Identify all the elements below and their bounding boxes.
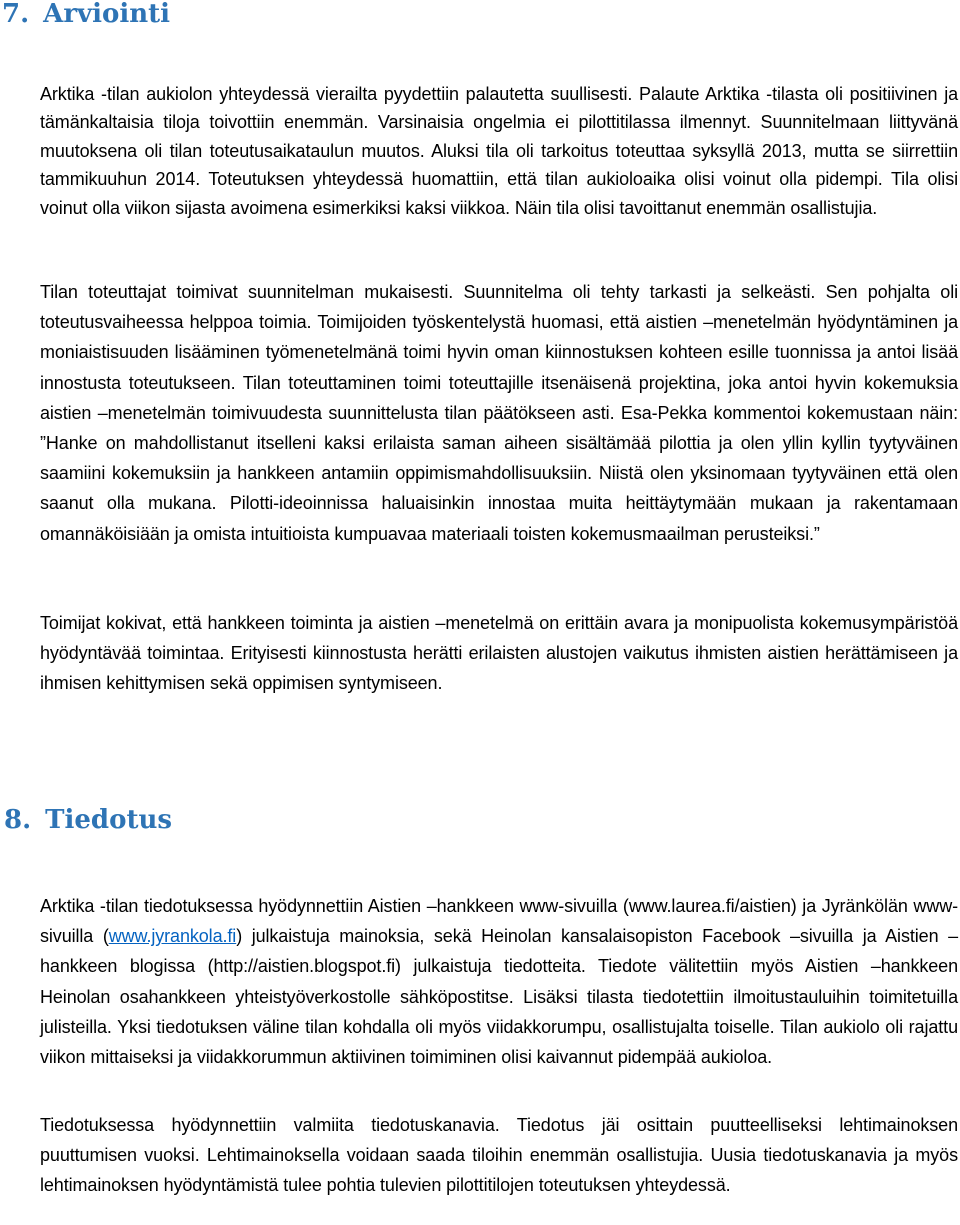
jyrankola-link[interactable]: www.jyrankola.fi — [108, 926, 237, 947]
section-number: 7. — [2, 0, 30, 29]
section-heading-arviointi — [2, 0, 170, 34]
section-number: 8. — [4, 805, 32, 835]
paragraph-tiedotus-1 — [40, 891, 958, 1072]
section-title: Tiedotus — [45, 805, 172, 835]
section-heading-tiedotus — [4, 800, 172, 840]
paragraph-arviointi-2: Tilan toteuttajat toimivat suunnitelman mukaisesti. Suunnitelma oli tehty tarkasti ja selkeästi. Sen pohjalta oli toteutusvaiheessa helppoa toimia. Toimijoiden työskentelystä huomasi, että aistien –menetelmän hyödyntäminen ja moniaistisuuden lisääminen työmenetelmänä toimi hyvin oman kiinnostuksen kohteen esille tuonnissa ja antoi lisää innostusta toteutukseen. Tilan toteuttaminen toimi toteuttajille itsenäisenä projektina, joka antoi hyvin kokemuksia aistien –menetelmän toimivuudesta suunnittelusta tilan päätökseen asti. Esa-Pekka kommentoi kokemustaan näin: ”Hanke on mahdollistanut itselleni kaksi erilaista saman aiheen sisältämää pilottia ja olen yllin kyllin tyytyväinen saamiini kokemuksiin ja hankkeen antamiin oppimismahdollisuuksiin. Niistä olen yksinomaan tyytyväinen että olen saanut olla mukana. Pilotti-ideoinnissa haluaisinkin innostaa muita heittäytymään mukaan ja rakentamaan omannäköisiään ja omista intuitioista kumpuavaa materiaali toisten kokemusmaailman perusteiksi.” — [40, 282, 958, 544]
paragraph-text: Arktika -tilan tiedotuksessa hyödynnettiin Aistien –hankkeen www-sivuilla (www.laurea.fi/aistien) ja Jyränkölän www-sivuilla ( — [40, 896, 958, 947]
section-title: Arviointi — [43, 0, 171, 29]
paragraph-tiedotus-2: Tiedotuksessa hyödynnettiin valmiita tiedotuskanavia. Tiedotus jäi osittain puutteelliseksi lehtimainoksen puuttumisen vuoksi. Lehtimainoksella voidaan saada tiloihin enemmän osallistujia. Uusia tiedotuskanavia ja myös lehtimainoksen hyödyntämistä tulee pohtia tulevien pilottitilojen toteutuksen yhteydessä. — [40, 1115, 958, 1196]
paragraph-text: ) julkaistuja mainoksia, sekä Heinolan kansalaisopiston Facebook –sivuilla ja Aistien –hankkeen blogissa (http://aistien.blogspot.fi) julkaistuja tiedotteita. Tiedote välitettiin myös Aistien –hankkeen Heinolan osahankkeen yhteistyöverkostolle sähköpostitse. Lisäksi tilasta tiedotettiin ilmoitustauluihin toimitetuilla julisteilla. Yksi tiedotuksen väline tilan kohdalla oli myös viidakkorumpu, osallistujalta toiselle. Tilan aukiolo oli rajattu viikon mittaiseksi ja viidakkorummun aktiivinen toimiminen olisi kaivannut pidempää aukioloa. — [40, 926, 959, 1068]
paragraph-arviointi-3: Toimijat kokivat, että hankkeen toiminta ja aistien –menetelmä on erittäin avara ja monipuolista kokemusympäristöä hyödyntävää toimintaa. Erityisesti kiinnostusta herätti erilaisten alustojen vaikutus ihmisten aistien herättämiseen ja ihmisen kehittymisen sekä oppimisen syntymiseen. — [40, 613, 958, 694]
paragraph-arviointi-1: Arktika -tilan aukiolon yhteydessä vierailta pyydettiin palautetta suullisesti. Palaute Arktika -tilasta oli positiivinen ja tämänkaltaisia tiloja toivottiin enemmän. Varsinaisia ongelmia ei pilottitilassa ilmennyt. Suunnitelmaan liittyvänä muutoksena oli tilan toteutusaikataulun muutos. Aluksi tila oli tarkoitus toteuttaa syksyllä 2013, mutta se siirrettiin tammikuuhun 2014. Toteutuksen yhteydessä huomattiin, että tilan aukioloaika olisi voinut olla pidempi. Tila olisi voinut olla viikon sijasta avoimena esimerkiksi kaksi viikkoa. Näin tila olisi tavoittanut enemmän osallistujia. — [40, 84, 958, 218]
